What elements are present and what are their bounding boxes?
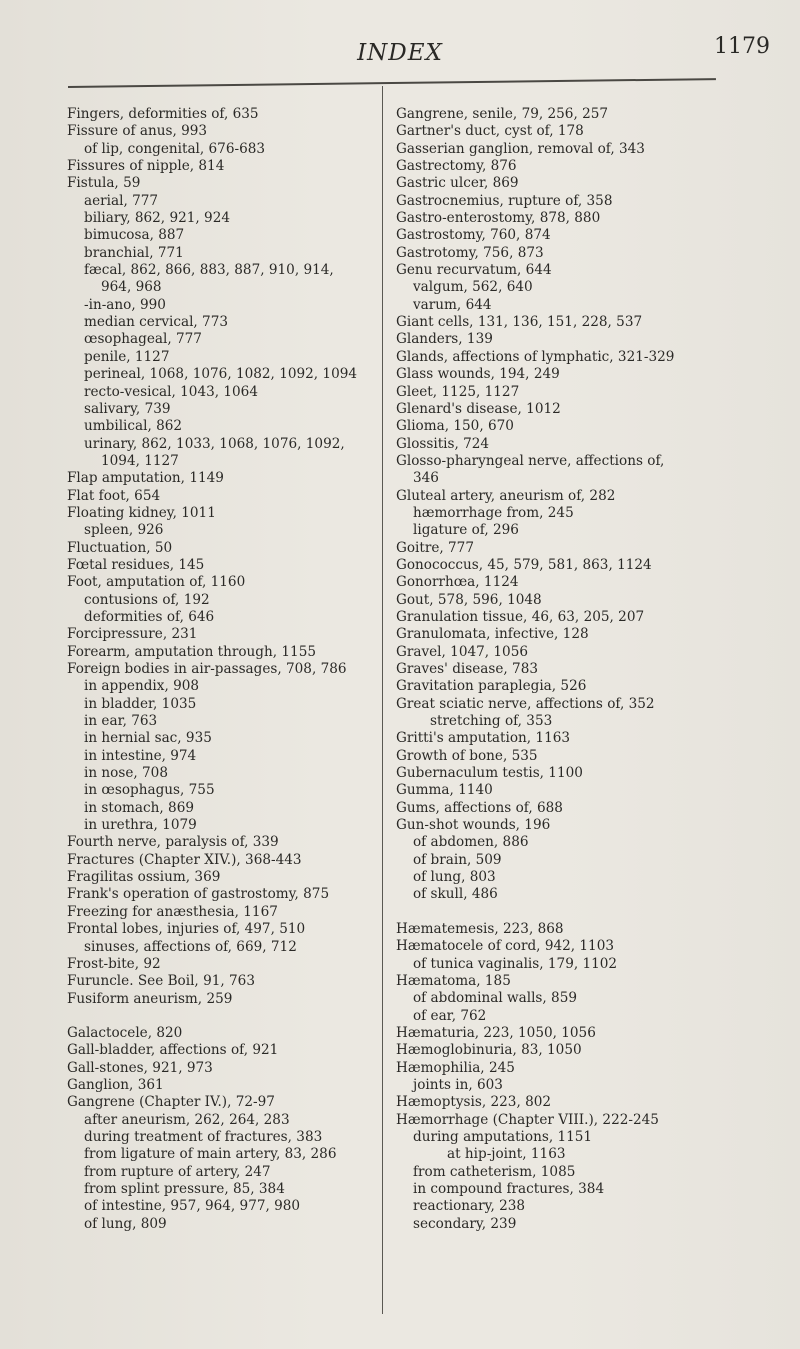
index-entry: Gastrotomy, 756, 873	[396, 244, 544, 261]
index-subentry: in nose, 708	[84, 765, 168, 782]
index-subentry: during treatment of fractures, 383	[84, 1128, 323, 1145]
index-entry: Flat foot, 654	[67, 487, 161, 504]
index-entry: Gravitation paraplegia, 526	[396, 678, 587, 695]
index-entry: Frost-bite, 92	[67, 955, 161, 972]
index-entry: Glossitis, 724	[396, 435, 490, 452]
index-entry: Gangrene (Chapter IV.), 72-97	[67, 1094, 275, 1111]
index-subentry: during amputations, 1151	[413, 1128, 593, 1145]
index-subentry: hæmorrhage from, 245	[413, 504, 574, 521]
index-entry: Hæmatocele of cord, 942, 1103	[396, 938, 615, 955]
index-subentry: in bladder, 1035	[84, 695, 197, 712]
index-subentry: valgum, 562, 640	[413, 279, 533, 296]
index-subentry: secondary, 239	[413, 1215, 517, 1232]
index-entry: Glosso-pharyngeal nerve, affections of,	[396, 452, 665, 469]
index-entry: Foot, amputation of, 1160	[67, 574, 246, 591]
section-gap	[396, 904, 790, 921]
index-entry: Gleet, 1125, 1127	[396, 383, 520, 400]
index-entry: Granulomata, infective, 128	[396, 626, 589, 643]
index-subentry: reactionary, 238	[413, 1198, 526, 1215]
index-entry: Gastric ulcer, 869	[396, 175, 519, 192]
index-entry: Gubernaculum testis, 1100	[396, 765, 583, 782]
index-subentry: varum, 644	[413, 296, 492, 313]
index-subentry: of abdominal walls, 859	[413, 990, 577, 1007]
index-entry: Fissures of nipple, 814	[67, 158, 225, 175]
index-subentry: of abdomen, 886	[413, 834, 529, 851]
column-divider	[382, 86, 383, 1314]
index-entry: Ganglion, 361	[67, 1076, 164, 1093]
index-subentry: from catheterism, 1085	[413, 1163, 576, 1180]
index-subentry: in œsophagus, 755	[84, 782, 215, 799]
index-entry: Gastrectomy, 876	[396, 158, 517, 175]
index-subentry: urinary, 862, 1033, 1068, 1076, 1092,	[84, 435, 345, 452]
index-entry: Gravel, 1047, 1056	[396, 643, 529, 660]
index-entry: Fingers, deformities of, 635	[67, 106, 259, 122]
index-entry: Hæmatemesis, 223, 868	[396, 920, 564, 937]
index-column-right	[396, 106, 790, 1233]
index-subentry: joints in, 603	[413, 1076, 503, 1093]
index-subentry: in compound fractures, 384	[413, 1180, 605, 1197]
index-entry: Graves' disease, 783	[396, 661, 539, 677]
index-subentry: from ligature of main artery, 83, 286	[84, 1146, 337, 1163]
index-subentry: deformities of, 646	[84, 608, 215, 625]
index-entry: Fœtal residues, 145	[67, 556, 205, 573]
running-head: INDEX	[357, 40, 443, 66]
index-subentry: in intestine, 974	[84, 747, 197, 764]
index-entry: Hæmatoma, 185	[396, 972, 511, 989]
index-entry: Foreign bodies in air-passages, 708, 786	[67, 661, 347, 677]
index-subentry: in stomach, 869	[84, 799, 194, 816]
index-subentry: median cervical, 773	[84, 314, 229, 331]
index-subentry: recto-vesical, 1043, 1064	[84, 383, 258, 400]
index-subentry: spleen, 926	[84, 522, 164, 539]
index-entry: Glands, affections of lymphatic, 321-329	[396, 348, 675, 365]
index-entry: Gout, 578, 596, 1048	[396, 591, 542, 608]
index-entry: Gastrocnemius, rupture of, 358	[396, 192, 613, 209]
index-subentry: œsophageal, 777	[84, 331, 202, 348]
index-entry: Gritti's amputation, 1163	[396, 730, 571, 747]
index-subentry: biliary, 862, 921, 924	[84, 210, 230, 227]
index-subentry: of intestine, 957, 964, 977, 980	[84, 1198, 301, 1215]
index-subentry: in ear, 763	[84, 713, 158, 730]
index-subentry: 964, 968	[101, 279, 162, 296]
index-subentry: 1094, 1127	[101, 452, 179, 469]
index-subentry: bimucosa, 887	[84, 227, 185, 244]
page-number: 1179	[714, 34, 770, 59]
index-entry: Forearm, amputation through, 1155	[67, 643, 316, 660]
index-entry: Genu recurvatum, 644	[396, 262, 552, 279]
index-entry: Flap amputation, 1149	[67, 470, 224, 487]
index-subentry: of lip, congenital, 676-683	[84, 140, 266, 157]
index-subentry: 346	[413, 470, 439, 487]
index-entry: Goitre, 777	[396, 539, 474, 556]
index-entry: Fourth nerve, paralysis of, 339	[67, 834, 279, 851]
index-subentry: in urethra, 1079	[84, 817, 197, 834]
index-entry: Granulation tissue, 46, 63, 205, 207	[396, 608, 645, 625]
index-entry: Gumma, 1140	[396, 782, 493, 799]
index-entry: Gun-shot wounds, 196	[396, 817, 551, 834]
index-entry: Hæmophilia, 245	[396, 1059, 515, 1076]
index-entry: Fissure of anus, 993	[67, 123, 208, 140]
index-entry: Gall-bladder, affections of, 921	[67, 1042, 279, 1059]
index-entry: Furuncle. See Boil, 91, 763	[67, 973, 255, 990]
index-entry: Fragilitas ossium, 369	[67, 869, 221, 886]
index-entry: Frontal lobes, injuries of, 497, 510	[67, 921, 306, 938]
index-subentry: ligature of, 296	[413, 522, 519, 539]
index-entry: Giant cells, 131, 136, 151, 228, 537	[396, 314, 643, 331]
index-entry: Glenard's disease, 1012	[396, 400, 561, 417]
index-subentry: of lung, 809	[84, 1215, 167, 1232]
index-subentry: umbilical, 862	[84, 418, 183, 435]
index-entry: Gartner's duct, cyst of, 178	[396, 123, 584, 140]
index-entry: Fractures (Chapter XIV.), 368-443	[67, 851, 302, 868]
index-subentry: at hip-joint, 1163	[447, 1146, 566, 1163]
index-entry: Gonorrhœa, 1124	[396, 574, 519, 591]
index-subentry: in appendix, 908	[84, 678, 200, 695]
index-entry: Fusiform aneurism, 259	[67, 990, 233, 1007]
index-entry: Hæmorrhage (Chapter VIII.), 222-245	[396, 1111, 659, 1128]
index-subentry: of tunica vaginalis, 179, 1102	[413, 955, 618, 972]
header-rule	[68, 78, 716, 88]
index-subentry: branchial, 771	[84, 244, 184, 261]
index-subentry: aerial, 777	[84, 192, 159, 209]
index-subentry: from rupture of artery, 247	[84, 1163, 271, 1180]
index-subentry: from splint pressure, 85, 384	[84, 1180, 285, 1197]
index-subentry: of brain, 509	[413, 851, 502, 868]
index-subentry: in hernial sac, 935	[84, 730, 212, 747]
index-entry: Gasserian ganglion, removal of, 343	[396, 140, 645, 157]
index-entry: Frank's operation of gastrostomy, 875	[67, 886, 330, 903]
index-subentry: fæcal, 862, 866, 883, 887, 910, 914,	[84, 262, 334, 279]
index-entry: Gastrostomy, 760, 874	[396, 227, 551, 244]
index-subentry: of skull, 486	[413, 886, 498, 903]
section-gap	[67, 1008, 379, 1025]
index-entry: Galactocele, 820	[67, 1024, 183, 1041]
index-entry: Gangrene, senile, 79, 256, 257	[396, 106, 609, 122]
index-entry: Forcipressure, 231	[67, 626, 198, 643]
index-entry: Fistula, 59	[67, 175, 141, 192]
index-entry: Gastro-enterostomy, 878, 880	[396, 210, 601, 227]
index-entry: Glanders, 139	[396, 331, 493, 348]
index-subentry: -in-ano, 990	[84, 296, 166, 313]
index-entry: Gonococcus, 45, 579, 581, 863, 1124	[396, 556, 652, 573]
index-entry: Hæmoptysis, 223, 802	[396, 1094, 552, 1111]
index-entry: Freezing for anæsthesia, 1167	[67, 903, 278, 920]
index-entry: Glioma, 150, 670	[396, 418, 514, 435]
index-subentry: sinuses, affections of, 669, 712	[84, 938, 297, 955]
index-subentry: of lung, 803	[413, 869, 496, 886]
index-entry: Floating kidney, 1011	[67, 504, 216, 521]
index-column-left	[67, 106, 379, 1233]
index-entry: Growth of bone, 535	[396, 747, 538, 764]
index-subentry: stretching of, 353	[430, 713, 553, 730]
index-subentry: after aneurism, 262, 264, 283	[84, 1111, 290, 1128]
index-entry: Gluteal artery, aneurism of, 282	[396, 487, 616, 504]
index-entry: Fluctuation, 50	[67, 539, 173, 556]
index-entry: Great sciatic nerve, affections of, 352	[396, 695, 655, 712]
index-subentry: contusions of, 192	[84, 591, 210, 608]
index-entry: Gums, affections of, 688	[396, 799, 563, 816]
index-entry: Hæmaturia, 223, 1050, 1056	[396, 1024, 596, 1041]
index-entry: Gall-stones, 921, 973	[67, 1059, 213, 1076]
index-subentry: perineal, 1068, 1076, 1082, 1092, 1094	[84, 366, 358, 383]
index-subentry: of ear, 762	[413, 1007, 487, 1024]
index-entry: Glass wounds, 194, 249	[396, 366, 560, 383]
index-entry: Hæmoglobinuria, 83, 1050	[396, 1042, 582, 1059]
index-subentry: penile, 1127	[84, 348, 170, 365]
index-subentry: salivary, 739	[84, 400, 171, 417]
